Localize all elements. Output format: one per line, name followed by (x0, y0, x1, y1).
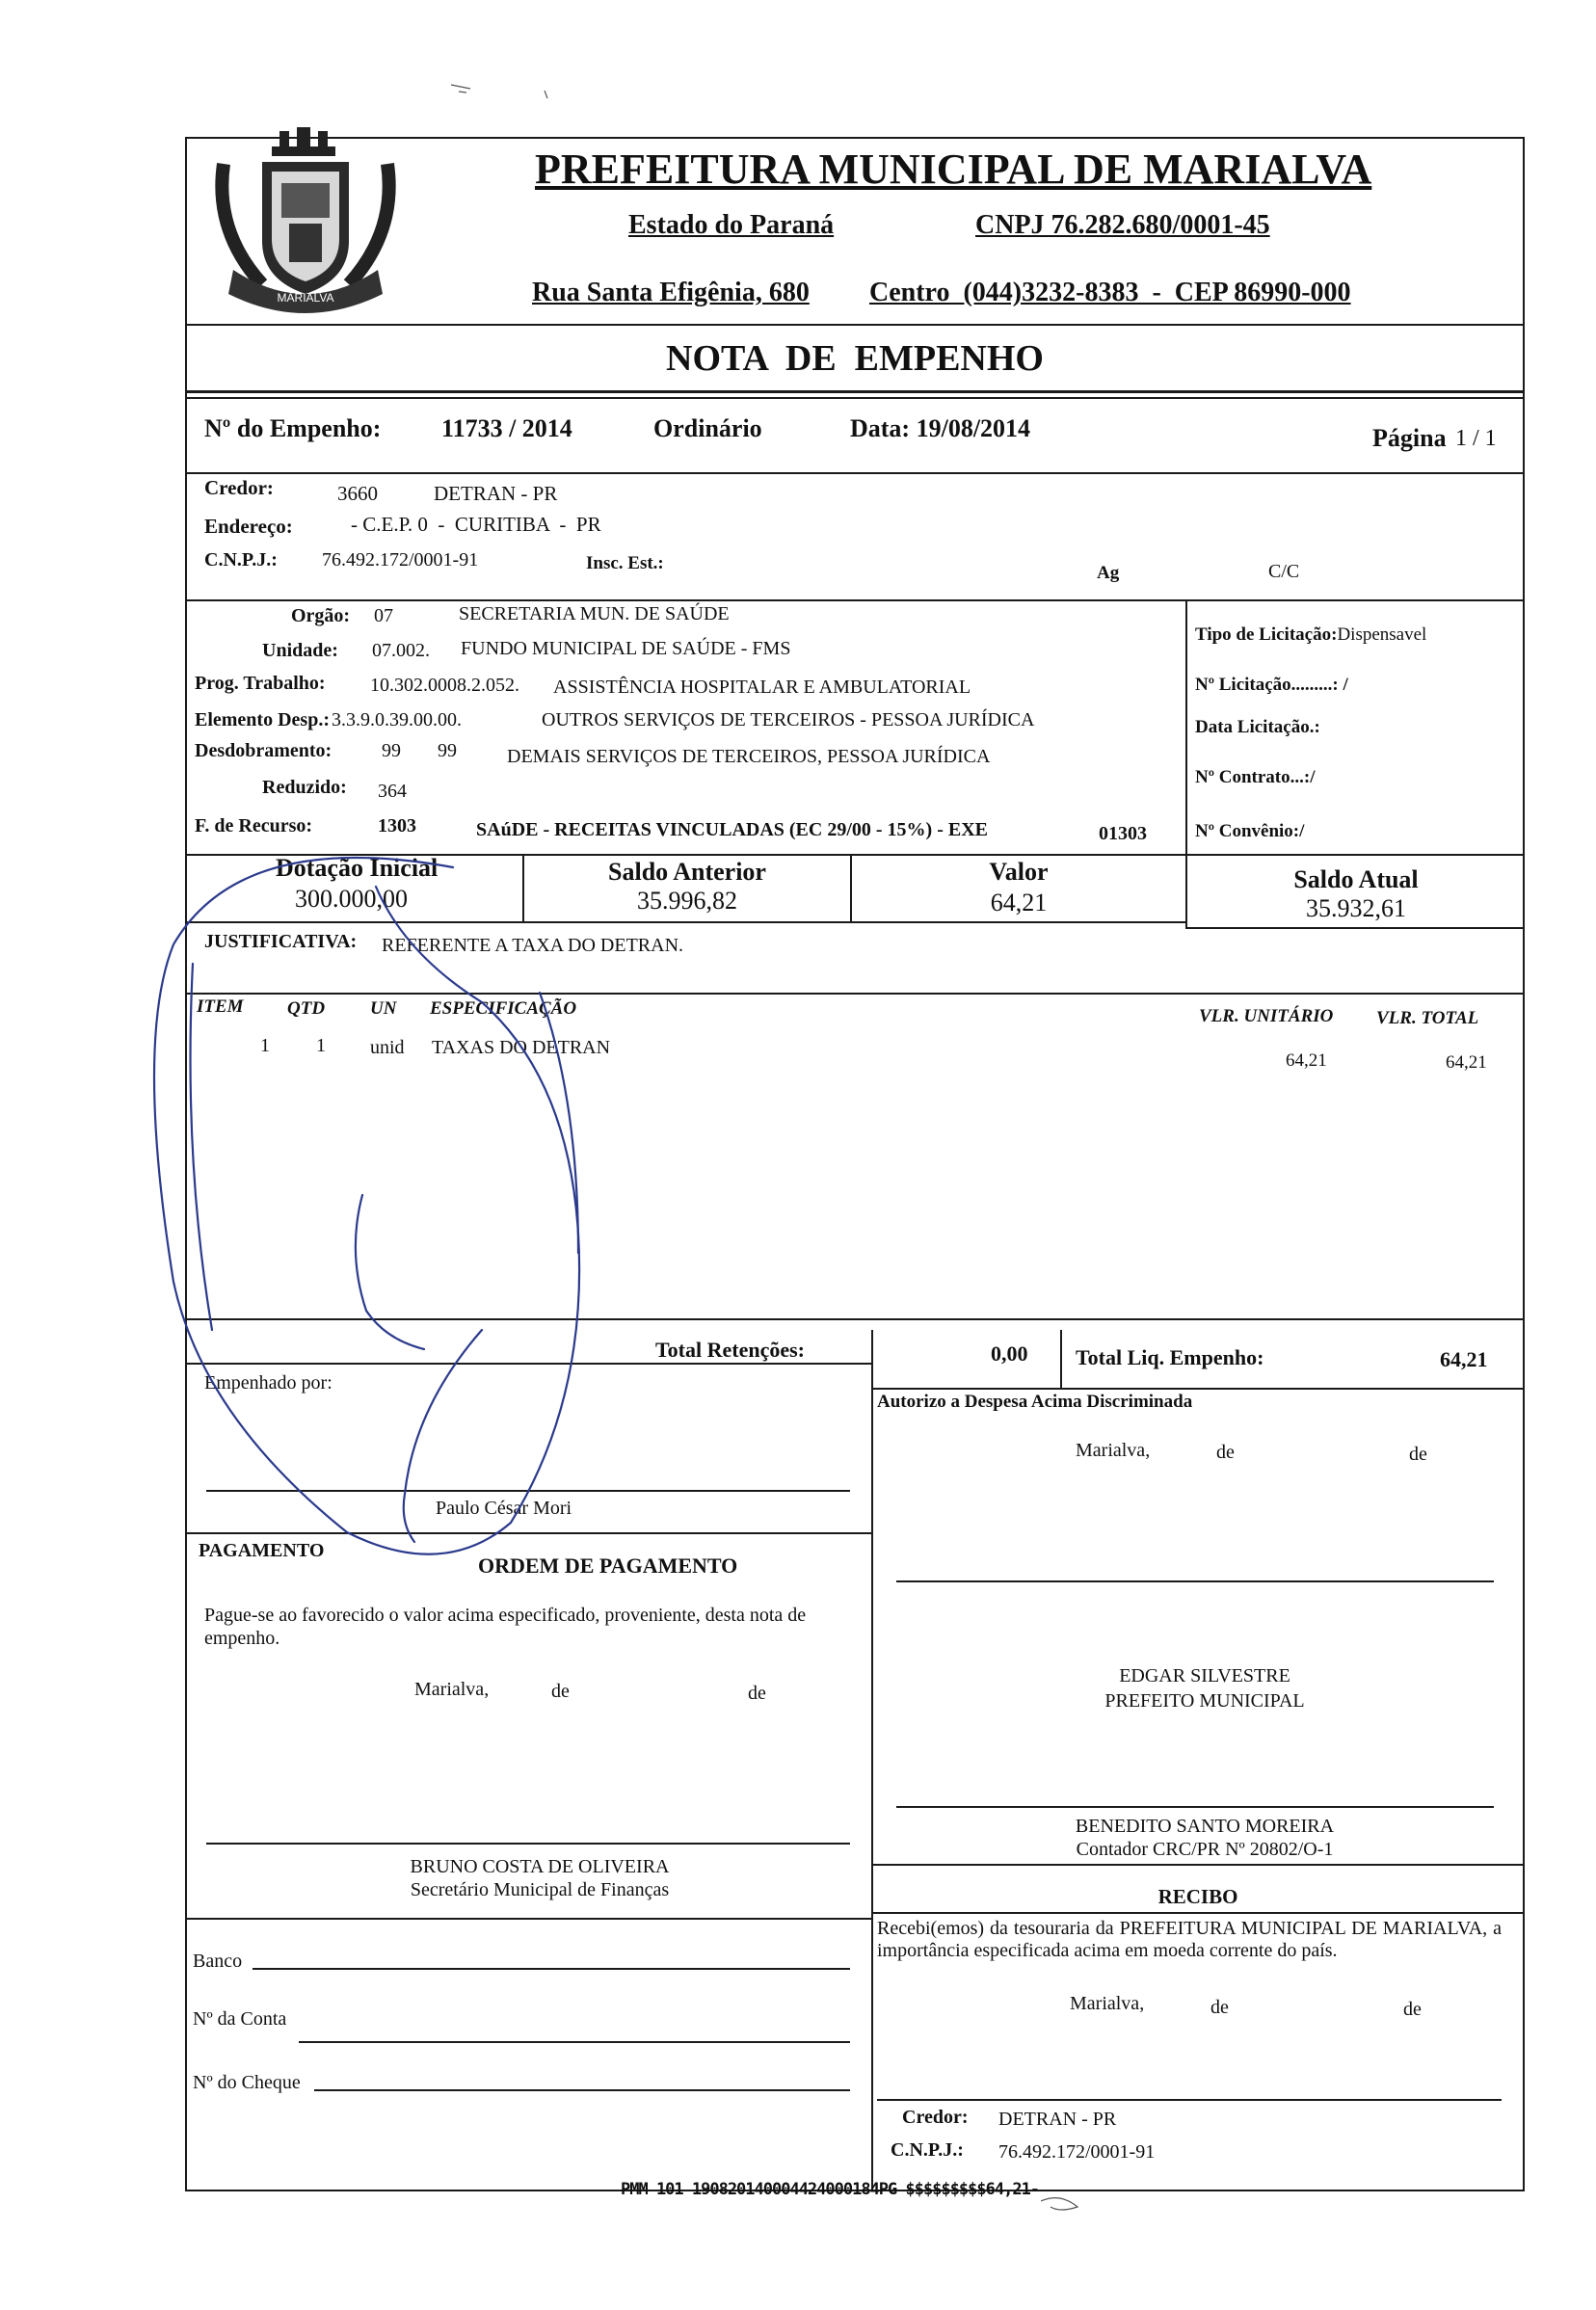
prog-trabalho-name: ASSISTÊNCIA HOSPITALAR E AMBULATORIAL (553, 677, 971, 698)
saldo-anterior-value: 35.996,82 (637, 887, 737, 915)
desdobramento-label: Desdobramento: (195, 740, 332, 761)
empenho-number-label: Nº do Empenho: (204, 414, 382, 442)
divider (185, 599, 1525, 601)
secretario-role: Secretário Municipal de Finanças (410, 1879, 670, 1900)
state-name: Estado do Paraná (628, 210, 835, 240)
recurso-code: 1303 (378, 815, 416, 836)
saldo-atual-value: 35.932,61 (1306, 894, 1406, 922)
orgao-label: Orgão: (291, 605, 351, 626)
contador-role: Contador CRC/PR Nº 20802/O-1 (1076, 1839, 1334, 1860)
banco-label: Banco (193, 1951, 243, 1972)
empenho-type: Ordinário (653, 414, 762, 442)
item-row-item: 1 (260, 1035, 270, 1056)
dotacao-value: 300.000,00 (295, 885, 408, 913)
orgao-name: SECRETARIA MUN. DE SAÚDE (459, 603, 730, 624)
signature-line (877, 2099, 1502, 2101)
licitacao-tipo-label (1195, 624, 1426, 646)
recibo-de1: de (1210, 1997, 1229, 2018)
page-title: PREFEITURA MUNICIPAL DE MARIALVA (535, 146, 1372, 193)
unidade-code: 07.002. (372, 640, 430, 661)
signature-line (206, 1490, 850, 1492)
prog-trabalho-code: 10.302.0008.2.052. (370, 675, 519, 696)
street-address: Rua Santa Efigênia, 680 (532, 278, 810, 307)
recurso-label: F. de Recurso: (195, 815, 313, 836)
items-header-un: UN (370, 998, 397, 1019)
retencoes-value: 0,00 (991, 1341, 1028, 1366)
ordem-pagamento-title: ORDEM DE PAGAMENTO (478, 1553, 738, 1578)
autorizo-city: Marialva, (1076, 1440, 1151, 1461)
divider (871, 1912, 1525, 1914)
prefeito-role: PREFEITO MUNICIPAL (1104, 1690, 1305, 1712)
desdobramento-b: 99 (438, 740, 457, 761)
address-rest: Centro (044)3232-8383 - CEP 86990-000 (869, 278, 1351, 307)
items-header-total: VLR. TOTAL (1376, 1008, 1479, 1028)
recibo-de2: de (1403, 1999, 1422, 2020)
retencoes-label: Total Retenções: (655, 1338, 805, 1362)
vertical-divider (871, 1330, 873, 1388)
credor-code: 3660 (337, 482, 378, 505)
conta-field-line (299, 2041, 850, 2043)
autorizo-de1: de (1216, 1442, 1235, 1463)
items-header-unit: VLR. UNITÁRIO (1199, 1006, 1334, 1026)
pagamento-label: PAGAMENTO (199, 1540, 325, 1561)
pagamento-de1: de (551, 1681, 570, 1702)
coat-of-arms-logo (204, 125, 407, 318)
empenhado-label: Empenhado por: (204, 1372, 332, 1394)
desdobramento-a: 99 (382, 740, 401, 761)
cnpj-label: C.N.P.J.: (204, 549, 278, 571)
pagamento-city: Marialva, (414, 1679, 490, 1700)
empenhado-name: Paulo César Mori (436, 1498, 572, 1519)
desdobramento-name: DEMAIS SERVIÇOS DE TERCEIROS, PESSOA JURÍDICA (507, 746, 991, 767)
empenho-date: Data: 19/08/2014 (850, 414, 1031, 442)
doc-title: NOTA DE EMPENHO (666, 338, 1044, 379)
divider (185, 1363, 871, 1365)
vertical-divider (1185, 599, 1187, 855)
pagamento-de2: de (748, 1683, 766, 1704)
page-value: 1 / 1 (1455, 426, 1497, 451)
autorizo-text: Autorizo a Despesa Acima Discriminada (877, 1392, 1193, 1412)
recibo-credor-label: Credor: (902, 2107, 969, 2128)
licitacao-numero: Nº Licitação.........: / (1195, 675, 1348, 695)
insc-est-label: Insc. Est.: (586, 553, 664, 573)
prog-trabalho-label: Prog. Trabalho: (195, 673, 326, 694)
cnpj-header: CNPJ 76.282.680/0001-45 (975, 210, 1270, 240)
recurso-num: 01303 (1099, 823, 1147, 844)
justificativa-label: JUSTIFICATIVA: (204, 931, 358, 952)
recibo-city: Marialva, (1070, 1993, 1145, 2014)
barcode-text: PMM 101 190820140004424000184PG $$$$$$$$$64,21- (621, 2180, 1040, 2199)
divider (185, 1318, 1525, 1320)
recibo-credor-value: DETRAN - PR (998, 2109, 1117, 2130)
pagamento-text: Pague-se ao favorecido o valor acima especificado, proveniente, desta nota de empenho. (204, 1605, 807, 1649)
unidade-label: Unidade: (262, 640, 338, 661)
cc-label: C/C (1268, 561, 1300, 582)
licitacao-contrato: Nº Contrato...:/ (1195, 767, 1316, 787)
recibo-cnpj-value: 76.492.172/0001-91 (998, 2141, 1156, 2163)
divider (185, 472, 1525, 474)
seal-text: MARIALVA (277, 291, 334, 305)
recurso-name: SAúDE - RECEITAS VINCULADAS (EC 29/00 - 15%) - EXE (476, 819, 988, 840)
empenho-number: 11733 / 2014 (441, 414, 572, 442)
divider (185, 1532, 871, 1534)
items-header-espec: ESPECIFICAÇÃO (430, 998, 577, 1019)
licitacao-tipo-value: Dispensavel (1337, 624, 1427, 645)
justificativa-text: REFERENTE A TAXA DO DETRAN. (382, 935, 684, 956)
divider (1185, 927, 1525, 929)
saldo-anterior-label: Saldo Anterior (608, 858, 766, 886)
signature-line (206, 1843, 850, 1845)
signature-line (896, 1806, 1494, 1808)
items-header-item: ITEM (197, 996, 244, 1017)
licitacao-tipo-label-text: Tipo de Licitação: (1195, 624, 1338, 645)
item-row-total: 64,21 (1446, 1052, 1487, 1073)
autorizo-de2: de (1409, 1444, 1427, 1465)
recibo-text: Recebi(emos) da tesouraria da PREFEITURA MUNICIPAL DE MARIALVA, a importância especificada acima em moeda corrente do país. (877, 1918, 1502, 1961)
divider (185, 921, 1187, 923)
endereco-label: Endereço: (204, 515, 293, 538)
conta-label: Nº da Conta (193, 2008, 287, 2030)
signature-line (896, 1580, 1494, 1582)
credor-name: DETRAN - PR (434, 482, 558, 505)
elemento-label: Elemento Desp.: (195, 709, 330, 730)
item-row-unit: 64,21 (1286, 1050, 1327, 1071)
divider (185, 397, 1525, 399)
reduzido-value: 364 (378, 781, 407, 802)
vertical-divider (1060, 1330, 1062, 1388)
recibo-cnpj-label: C.N.P.J.: (891, 2139, 964, 2161)
total-liq-value: 64,21 (1440, 1347, 1488, 1371)
endereco-value: - C.E.P. 0 - CURITIBA - PR (351, 513, 601, 536)
divider (185, 1918, 871, 1920)
divider (185, 390, 1525, 393)
licitacao-data: Data Licitação.: (1195, 717, 1320, 737)
dotacao-label: Dotação Inicial (276, 854, 439, 882)
saldo-atual-label: Saldo Atual (1293, 865, 1419, 893)
divider (871, 1864, 1525, 1866)
orgao-code: 07 (374, 605, 393, 626)
item-row-qtd: 1 (316, 1035, 326, 1056)
contador-name: BENEDITO SANTO MOREIRA (1075, 1816, 1335, 1837)
banco-field-line (253, 1968, 850, 1970)
cheque-field-line (314, 2089, 850, 2091)
valor-value: 64,21 (990, 889, 1048, 916)
valor-label: Valor (989, 858, 1049, 886)
vertical-divider (871, 1388, 873, 2191)
total-liq-label: Total Liq. Empenho: (1076, 1345, 1264, 1369)
secretario-name: BRUNO COSTA DE OLIVEIRA (410, 1856, 670, 1877)
elemento-name: OUTROS SERVIÇOS DE TERCEIROS - PESSOA JURÍDICA (542, 709, 1035, 730)
recibo-title: RECIBO (1157, 1885, 1238, 1908)
page-label: Página (1372, 424, 1447, 452)
licitacao-convenio: Nº Convênio:/ (1195, 821, 1305, 841)
divider (185, 993, 1525, 995)
cnpj-value: 76.492.172/0001-91 (322, 549, 479, 571)
item-row-espec: TAXAS DO DETRAN (432, 1037, 611, 1058)
unidade-name: FUNDO MUNICIPAL DE SAÚDE - FMS (461, 638, 791, 659)
items-header-qtd: QTD (287, 998, 326, 1019)
elemento-code: 3.3.9.0.39.00.00. (332, 709, 462, 730)
ag-label: Ag (1097, 563, 1120, 583)
reduzido-label: Reduzido: (262, 777, 347, 798)
item-row-un: unid (370, 1037, 405, 1058)
divider (871, 1388, 1525, 1390)
prefeito-name: EDGAR SILVESTRE (1119, 1665, 1290, 1686)
cheque-label: Nº do Cheque (193, 2072, 301, 2093)
divider (185, 324, 1525, 326)
credor-label: Credor: (204, 476, 274, 499)
